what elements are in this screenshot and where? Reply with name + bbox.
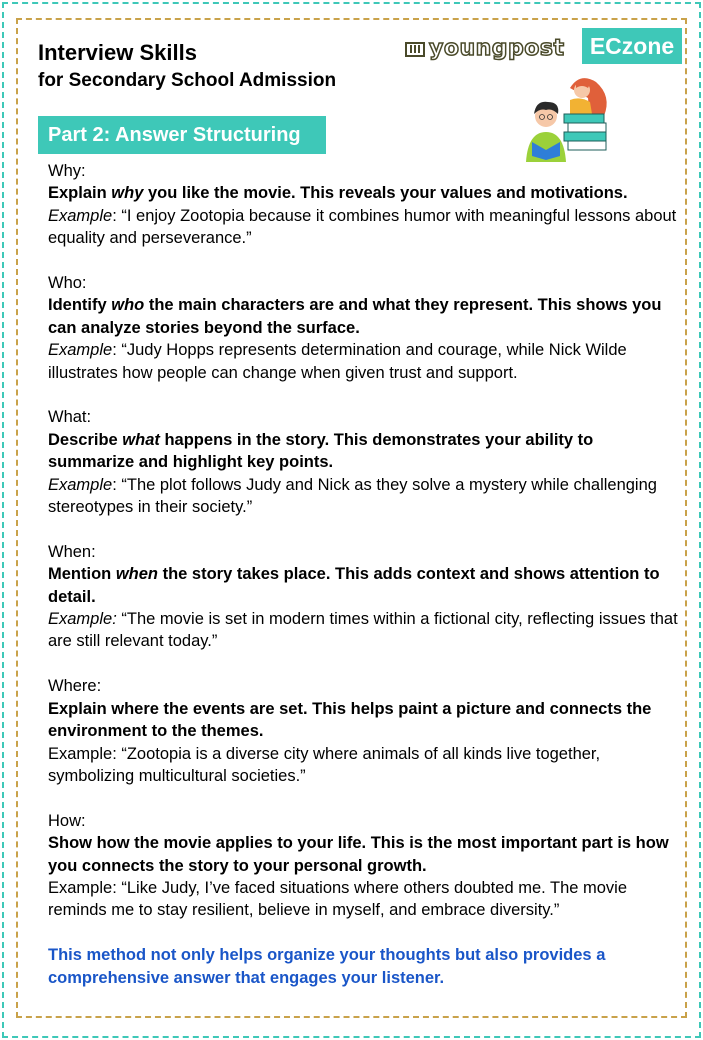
section-example: Example: “Judy Hopps represents determination and courage, while Nick Wilde illustrates how people can change when given trust and support. [48, 341, 627, 382]
section-example: Example: “I enjoy Zootopia because it combines humor with meaningful lessons about equality and perseverance.” [48, 206, 677, 248]
section-example: Example: “Zootopia is a diverse city where animals of all kinds live together, symbolizing multicultural societies.” [48, 744, 601, 785]
section-example: Example: “The movie is set in modern times within a fictional city, reflecting issues that are still relevant today.” [48, 610, 678, 651]
section-heading: What: [48, 408, 92, 427]
section-heading: Who: [48, 274, 87, 293]
closing-note: This method not only helps organize your thoughts but also provides a comprehensive answer that engages your listener. [48, 946, 606, 987]
section-who [48, 272, 684, 384]
student-reading-icon [526, 102, 566, 162]
section-instruction: Identify who the main characters are and what they represent. This shows you can analyze stories beyond the surface. [48, 296, 662, 337]
youngpost-mark-icon [405, 42, 425, 57]
section-heading: Why: [48, 162, 86, 180]
section-heading: Where: [48, 677, 102, 696]
section-when [48, 541, 684, 653]
section-heading: How: [48, 811, 86, 830]
section-instruction: Explain why you like the movie. This reveals your values and motivations. [48, 184, 628, 203]
youngpost-logo [405, 36, 565, 62]
page-title: Interview Skills [38, 40, 197, 65]
answer-structure-content [48, 160, 684, 989]
section-instruction: Describe what happens in the story. This demonstrates your ability to summarize and highlight key points. [48, 430, 594, 472]
section-instruction: Show how the movie applies to your life. This is the most important part is how you connects the story to your personal growth. [48, 834, 669, 875]
students-reading-illustration [518, 70, 618, 162]
part-banner: Part 2: Answer Structuring [38, 116, 326, 154]
eczone-badge: ECzone [582, 28, 682, 64]
section-how [48, 810, 684, 922]
books-icon [564, 114, 606, 150]
section-instruction: Explain where the events are set. This helps paint a picture and connects the environment to the themes. [48, 699, 652, 741]
section-why [48, 160, 684, 250]
section-example: Example: “The plot follows Judy and Nick as they solve a mystery while challenging stereotypes in their society.” [48, 475, 657, 517]
page-subtitle: for Secondary School Admission [38, 70, 337, 91]
section-heading: When: [48, 542, 96, 561]
section-where [48, 675, 684, 787]
section-example: Example: “Like Judy, I’ve faced situations where others doubted me. The movie reminds me to stay resilient, believe in myself, and embrace diversity.” [48, 878, 628, 920]
youngpost-logo-text: youngpost [429, 36, 565, 61]
section-instruction: Mention when the story takes place. This adds context and shows attention to detail. [48, 565, 660, 606]
section-what [48, 406, 684, 518]
